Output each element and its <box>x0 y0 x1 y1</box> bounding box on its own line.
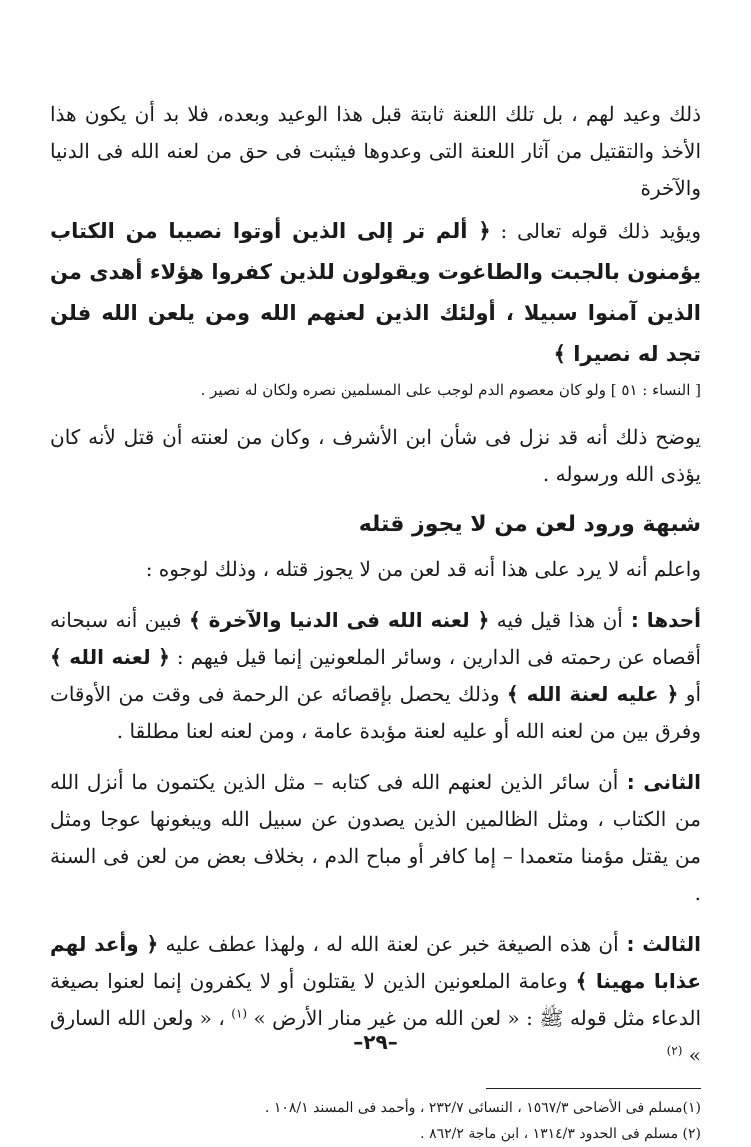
footnote-2: (٢) مسلم فى الحدود ١٣١٤/٣ ، ابن ماجة ٨٦٢/٢ . <box>420 1126 701 1142</box>
footnote-1: (١)مسلم فى الأضاحى ١٥٦٧/٣ ، النسائى ٢٣٢/٧ ، وأحمد فى المسند ١٠٨/١ . <box>264 1100 701 1116</box>
footnote-divider <box>486 1088 701 1089</box>
paragraph-2-rest: ولو كان معصوم الدم لوجب على المسلمين نصره ولكان له نصير . <box>200 381 611 399</box>
page-number: –٢٩– <box>353 1030 398 1054</box>
point-1-text-d: وذلك يحصل بإقصائه عن الرحمة فى وقت من الأوقات وفرق بين من لعنه الله أو عليه لعنة مؤبدة عامة ، ومن لعنه لعنا مطلقا . <box>50 682 701 743</box>
point-1-text-c: أو <box>678 682 702 706</box>
paragraph-2-continuation <box>50 375 701 405</box>
paragraph-3: يوضح ذلك أنه قد نزل فى شأن ابن الأشرف ، وكان من لعنته أن قتل لأنه كان يؤذى الله ورسوله . <box>50 425 701 486</box>
verse-reference: [ النساء : ٥١ ] <box>610 381 701 399</box>
point-1-quote-b: ﴿ لعنه الله ﴾ <box>50 645 170 669</box>
paragraph-6 <box>50 764 701 912</box>
point-2-lead: الثانى : <box>618 770 701 794</box>
section-heading: شبهة ورود لعن من لا يجوز قتله <box>358 512 701 537</box>
point-3-lead: الثالث : <box>618 932 701 956</box>
paragraph-5 <box>50 602 701 750</box>
paragraph-2-intro: ويؤيد ذلك قوله تعالى : <box>490 219 701 243</box>
point-3-text-c: ، « ولعن الله السارق » <box>50 1006 701 1067</box>
footnote-ref-1: (١) <box>231 1006 248 1021</box>
point-3-text-b: وعامة الملعونين الذين لا يقتلون أو لا يكفرون إنما لعنوا بصيغة الدعاء مثل قوله ﷺ : « لعن الله من غير منار الأرض » <box>50 969 702 1030</box>
footnote-ref-2: (٢) <box>666 1043 683 1058</box>
point-1-lead: أحدها : <box>622 608 702 632</box>
point-2-text: أن سائر الذين لعنهم الله فى كتابه – مثل الذين يكتمون ما أنزل الله من الكتاب ، ومثل الظالمين الذين يصدون عن سبيل الله ويبغونها عوجا ومثل من يقتل مؤمنا متعمدا – إما كافر أو مباح الدم ، بخلاف بعض من لعن فى السنة . <box>50 770 701 905</box>
point-3-quote: ﴿ وأعد لهم عذابا مهينا ﴾ <box>50 932 701 993</box>
point-1-quote-c: ﴿ عليه لعنة الله ﴾ <box>506 682 679 706</box>
paragraph-2 <box>50 211 701 375</box>
paragraph-1: ذلك وعيد لهم ، بل تلك اللعنة ثابتة قبل هذا الوعيد وبعده، فلا بد أن يكون هذا الأخذ والتقتيل من آثار اللعنة التى وعدوها فيثبت فى حق من لعنه الله فى الدنيا والآخرة <box>50 102 701 200</box>
point-3-text-a: أن هذه الصيغة خبر عن لعنة الله له ، ولهذا عطف عليه <box>158 932 619 956</box>
quran-verse: ﴿ ألم تر إلى الذين أوتوا نصيبا من الكتاب يؤمنون بالجبت والطاغوت ويقولون للذين كفروا هؤلاء أهدى من الذين آمنوا سبيلا ، أولئك الذين لعنهم الله ومن يلعن الله فلن تجد له نصيرا ﴾ <box>50 219 701 366</box>
footnotes <box>50 1095 701 1147</box>
point-1-quote-a: ﴿ لعنه الله فى الدنيا والآخرة ﴾ <box>188 608 490 632</box>
paragraph-4: واعلم أنه لا يرد على هذا أنه قد لعن من لا يجوز قتله ، وذلك لوجوه : <box>145 557 701 581</box>
point-1-text-b: فبين أنه سبحانه أقصاه عن رحمته فى الدارين ، وسائر الملعونين إنما قيل فيهم : <box>50 608 701 669</box>
point-1-text-a: أن هذا قيل فيه <box>489 608 623 632</box>
